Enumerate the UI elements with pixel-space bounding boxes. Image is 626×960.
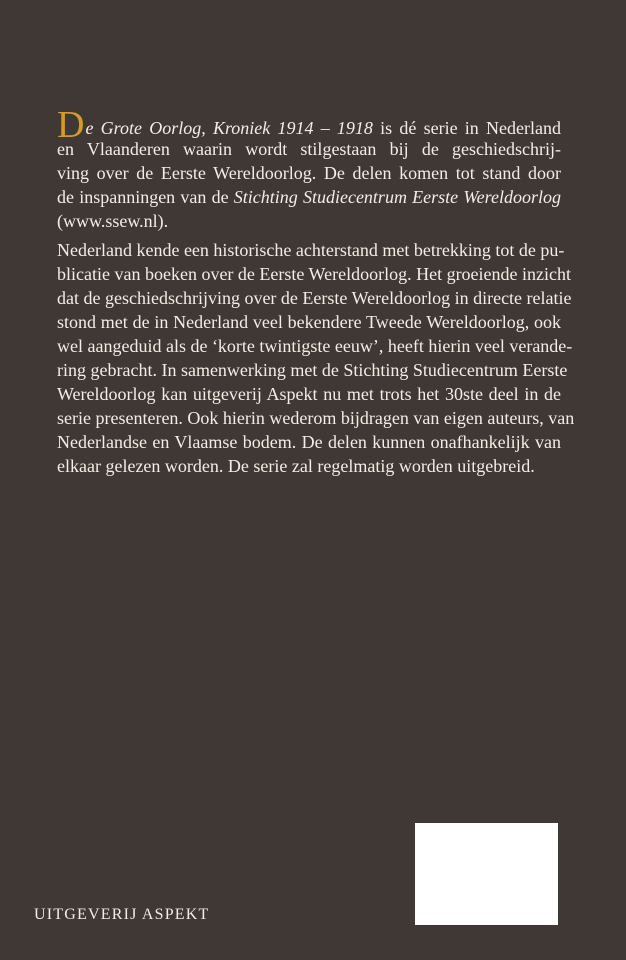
body-line: blicatie van boeken over de Eerste Wereldoorlog. Het groeiende inzicht	[57, 264, 572, 284]
body-line: Wereldoorlog kan uitgeverij Aspekt nu met trots het 30ste deel in de	[57, 384, 561, 404]
body-line: ring gebracht. In samenwerking met de Stichting Studiecentrum Eerste	[57, 360, 568, 380]
body-line: serie presenteren. Ook hierin wederom bijdragen van eigen auteurs, van	[57, 408, 575, 428]
publisher-name: UITGEVERIJ ASPEKT	[34, 906, 210, 923]
intro-line-3: ving over de Eerste Wereldoorlog. De delen komen tot stand door	[57, 163, 561, 183]
body-line: wel aangeduid als de ‘korte twintigste eeuw’, heeft hierin veel verande-	[57, 336, 573, 356]
intro-line-1-rest: is dé serie in Nederland	[372, 118, 561, 138]
intro-line-4	[57, 185, 561, 209]
intro-line-2: en Vlaanderen waarin wordt stilgestaan bij de geschiedschrij-	[57, 139, 561, 159]
series-title: e Grote Oorlog, Kroniek 1914 – 1918	[85, 118, 373, 138]
body-line: Nederland kende een historische achterstand met betrekking tot de pu-	[57, 240, 565, 260]
foundation-name: Stichting Studiecentrum Eerste Wereldoorlog	[233, 187, 561, 207]
barcode-placeholder-box	[415, 823, 558, 925]
body-line: dat de geschiedschrijving over de Eerste Wereldoorlog in directe relatie	[57, 288, 572, 308]
body-paragraph	[57, 238, 575, 478]
intro-line-1	[57, 104, 561, 146]
intro-line-4-prefix: de inspanningen van de	[57, 187, 234, 207]
body-line: stond met de in Nederland veel bekendere Tweede Wereldoorlog, ook	[57, 312, 561, 332]
intro-line-5: (www.ssew.nl).	[57, 211, 169, 231]
intro-paragraph	[57, 104, 561, 233]
body-line: Nederlandse en Vlaamse bodem. De delen kunnen onafhankelijk van	[57, 432, 561, 452]
drop-cap: D	[57, 104, 85, 146]
body-line: elkaar gelezen worden. De serie zal regelmatig worden uitgebreid.	[57, 456, 535, 476]
